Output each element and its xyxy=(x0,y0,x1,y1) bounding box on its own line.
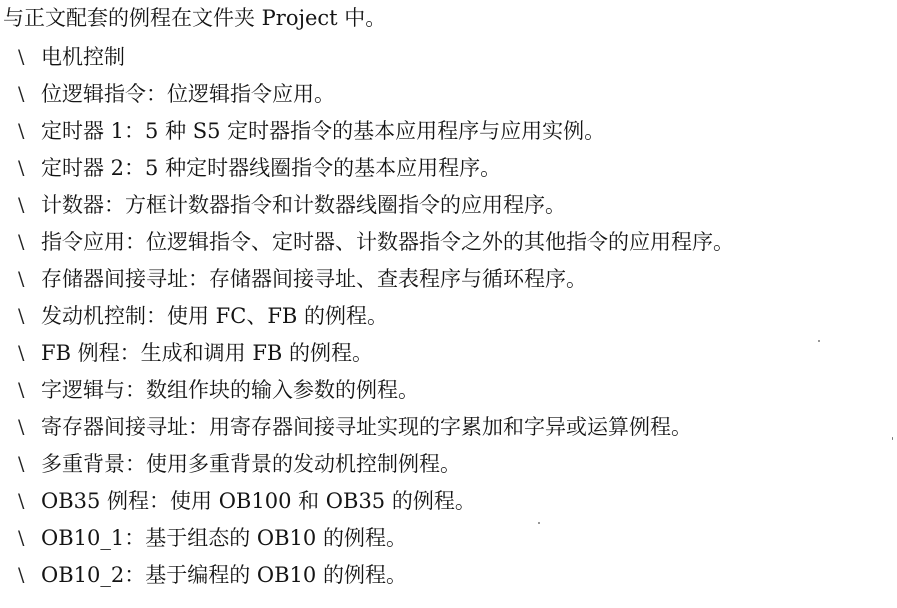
example-list xyxy=(18,39,734,594)
list-item-label: 存储器间接寻址：存储器间接寻址、查表程序与循环程序。 xyxy=(41,267,587,291)
list-item-label: 电机控制 xyxy=(41,45,125,69)
list-item-label: 字逻辑与：数组作块的输入参数的例程。 xyxy=(41,378,419,402)
list-item xyxy=(18,187,734,224)
list-item-label: 寄存器间接寻址：用寄存器间接寻址实现的字累加和字异或运算例程。 xyxy=(41,415,692,439)
backslash-bullet: \ xyxy=(18,83,25,105)
backslash-bullet: \ xyxy=(18,46,25,68)
backslash-bullet: \ xyxy=(18,416,25,438)
list-item xyxy=(18,409,734,446)
list-item xyxy=(18,298,734,335)
scan-speck xyxy=(892,437,893,440)
list-item xyxy=(18,76,734,113)
list-item-label: 发动机控制：使用 FC、FB 的例程。 xyxy=(41,304,388,328)
backslash-bullet: \ xyxy=(18,490,25,512)
list-item xyxy=(18,557,734,594)
list-item-label: OB35 例程：使用 OB100 和 OB35 的例程。 xyxy=(41,489,476,513)
list-item xyxy=(18,520,734,557)
list-item-label: OB10_1：基于组态的 OB10 的例程。 xyxy=(41,526,407,550)
scan-speck xyxy=(818,340,820,342)
list-item-label: 位逻辑指令：位逻辑指令应用。 xyxy=(41,82,335,106)
backslash-bullet: \ xyxy=(18,120,25,142)
list-item xyxy=(18,261,734,298)
backslash-bullet: \ xyxy=(18,231,25,253)
backslash-bullet: \ xyxy=(18,527,25,549)
list-item xyxy=(18,335,734,372)
backslash-bullet: \ xyxy=(18,342,25,364)
list-item-label: FB 例程：生成和调用 FB 的例程。 xyxy=(41,341,374,365)
list-item-label: 指令应用：位逻辑指令、定时器、计数器指令之外的其他指令的应用程序。 xyxy=(41,230,734,254)
scan-speck xyxy=(538,522,540,524)
list-item xyxy=(18,372,734,409)
intro-text: 与正文配套的例程在文件夹 Project 中。 xyxy=(3,6,387,30)
backslash-bullet: \ xyxy=(18,157,25,179)
list-item-label: 定时器 1：5 种 S5 定时器指令的基本应用程序与应用实例。 xyxy=(41,119,606,143)
backslash-bullet: \ xyxy=(18,305,25,327)
backslash-bullet: \ xyxy=(18,379,25,401)
list-item xyxy=(18,224,734,261)
list-item-label: 计数器：方框计数器指令和计数器线圈指令的应用程序。 xyxy=(41,193,566,217)
list-item xyxy=(18,446,734,483)
list-item-label: OB10_2：基于编程的 OB10 的例程。 xyxy=(41,563,407,587)
list-item-label: 多重背景：使用多重背景的发动机控制例程。 xyxy=(41,452,461,476)
list-item xyxy=(18,113,734,150)
backslash-bullet: \ xyxy=(18,268,25,290)
backslash-bullet: \ xyxy=(18,194,25,216)
list-item xyxy=(18,483,734,520)
backslash-bullet: \ xyxy=(18,453,25,475)
list-item-label: 定时器 2：5 种定时器线圈指令的基本应用程序。 xyxy=(41,156,502,180)
list-item xyxy=(18,150,734,187)
list-item xyxy=(18,39,734,76)
backslash-bullet: \ xyxy=(18,564,25,586)
